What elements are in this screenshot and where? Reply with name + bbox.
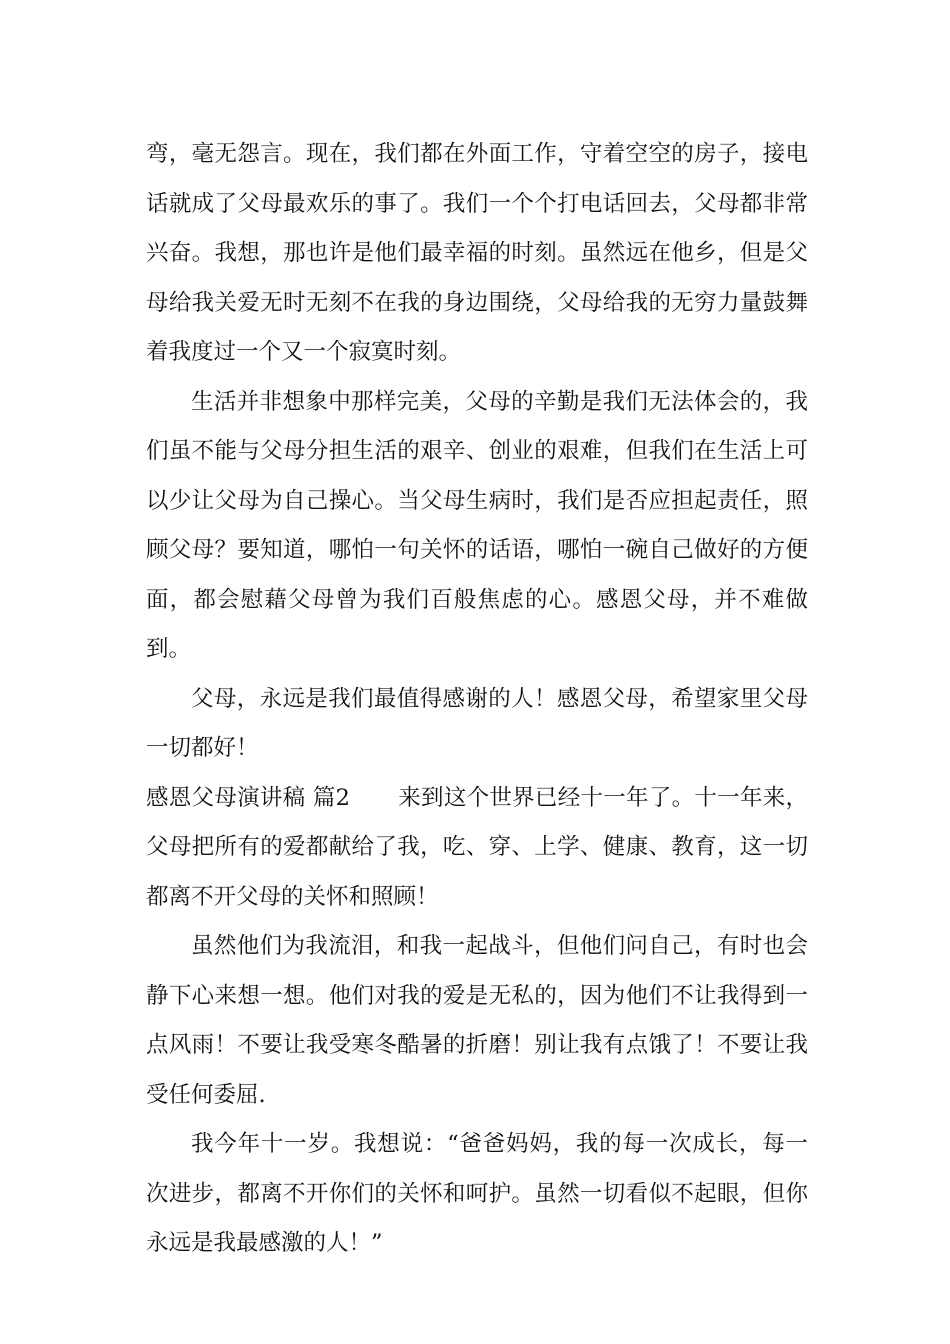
paragraph-thanks: 父母，永远是我们最值得感谢的人！感恩父母，希望家里父母一切都好！ [146,685,808,761]
paragraph-eleven: 我今年十一岁。我想说：“爸爸妈妈，我的每一次成长，每一次进步，都离不开你们的关怀和呵护。虽然一切看似不起眼，但你永远是我最感激的人！” [146,1131,808,1256]
paragraph-life: 生活并非想象中那样完美，父母的辛勤是我们无法体会的，我们虽不能与父母分担生活的艰辛、创业的艰难，但我们在生活上可以少让父母为自己操心。当父母生病时，我们是否应担起责任，照顾父母？要知道，哪怕一句关怀的话语，哪怕一碗自己做好的方便面，都会慰藉父母曾为我们百般焦虑的心。感恩父母，并不难做到。 [146,388,808,662]
paragraph-parents-love: 虽然他们为我流泪，和我一起战斗，但他们问自己，有时也会静下心来想一想。他们对我的爱是无私的，因为他们不让我得到一点风雨！不要让我受寒冬酷暑的折磨！别让我有点饿了！不要让我受任何委屈. [146,933,808,1108]
section-2-first-text: 来到这个世界已经十一年了。十一年来，父母把所有的爱都献给了我，吃、穿、上学、健康、教育，这一切都离不开父母的关怀和照顾！ [146,784,808,910]
section-heading: 感恩父母演讲稿 篇2 [146,784,350,811]
section-2 [146,774,808,923]
document-body [146,130,808,1269]
paragraph-continued: 弯，毫无怨言。现在，我们都在外面工作，守着空空的房子，接电话就成了父母最欢乐的事了。我们一个个打电话回去，父母都非常兴奋。我想，那也许是他们最幸福的时刻。虽然远在他乡，但是父母给我关爱无时无刻不在我的身边围绕，父母给我的无穷力量鼓舞着我度过一个又一个寂寞时刻。 [146,141,808,365]
